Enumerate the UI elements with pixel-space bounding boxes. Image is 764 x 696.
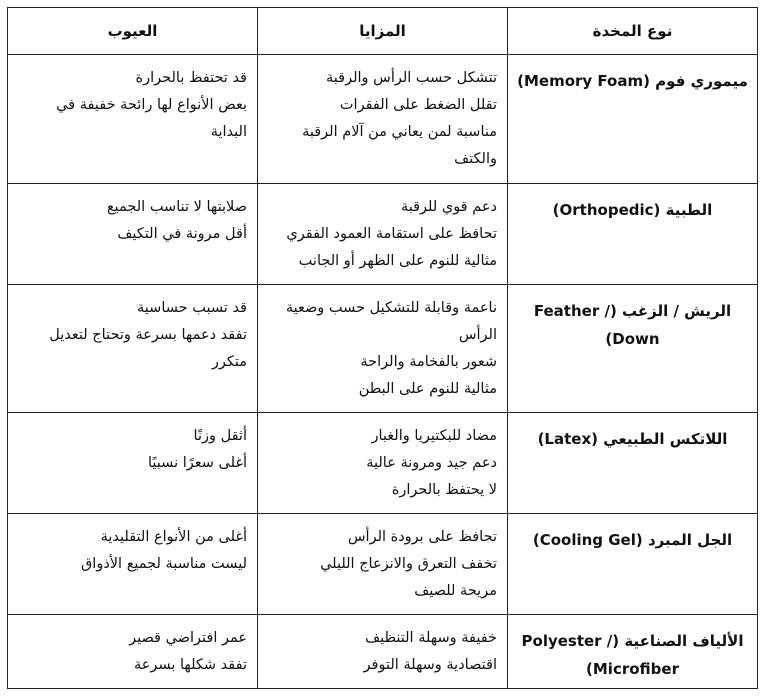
pros-cell: [258, 184, 508, 285]
con-item: قد تسبب حساسية: [137, 300, 247, 316]
pillow-type: اللاتكس الطبيعي (Latex): [508, 413, 758, 514]
pillow-type: الطبية (Orthopedic): [508, 184, 758, 285]
cons-cell: [8, 413, 258, 514]
con-item: تفقد دعمها بسرعة وتحتاج لتعديل متكرر: [49, 327, 247, 370]
pillow-comparison-table: [7, 7, 758, 689]
pro-item: دعم قوي للرقبة: [400, 199, 497, 215]
con-item: ليست مناسبة لجميع الأذواق: [81, 556, 247, 572]
pro-item: ناعمة وقابلة للتشكيل حسب وضعية الرأس: [285, 300, 497, 343]
pros-cell: [258, 55, 508, 184]
pros-cell: [258, 285, 508, 413]
table-row: [8, 615, 758, 689]
pro-item: مثالية للنوم على البطن: [358, 381, 497, 397]
table-body: [8, 55, 758, 689]
pro-item: خفيفة وسهلة التنظيف: [365, 630, 497, 646]
con-item: تفقد شكلها بسرعة: [134, 657, 247, 673]
pro-item: مناسبة لمن يعاني من آلام الرقبة والكتف: [302, 124, 497, 167]
header-row: [8, 8, 758, 55]
pro-item: تخفف التعرق والانزعاج الليلي: [320, 556, 497, 572]
pro-item: تتشكل حسب الرأس والرقبة: [325, 70, 497, 86]
cons-cell: [8, 55, 258, 184]
con-item: أغلى سعرًا نسبيًا: [147, 455, 247, 471]
pro-item: تحافظ على استقامة العمود الفقري: [286, 226, 497, 242]
table-row: [8, 413, 758, 514]
pro-item: مضاد للبكتيريا والغبار: [371, 428, 497, 444]
table-row: [8, 285, 758, 413]
con-item: بعض الأنواع لها رائحة خفيفة في البداية: [56, 97, 247, 140]
pillow-type: ميموري فوم (Memory Foam): [508, 55, 758, 184]
header-type: نوع المخدة: [508, 8, 758, 55]
table-row: [8, 184, 758, 285]
pros-cell: [258, 413, 508, 514]
con-item: قد تحتفظ بالحرارة: [135, 70, 247, 86]
cons-cell: [8, 184, 258, 285]
pro-item: تحافظ على برودة الرأس: [347, 529, 497, 545]
pro-item: تقلل الضغط على الفقرات: [339, 97, 497, 113]
pro-item: لا يحتفظ بالحرارة: [391, 482, 497, 498]
pro-item: دعم جيد ومرونة عالية: [366, 455, 497, 471]
pro-item: مثالية للنوم على الظهر أو الجانب: [298, 253, 497, 269]
pillow-type: الجل المبرد (Cooling Gel): [508, 514, 758, 615]
pro-item: اقتصادية وسهلة التوفر: [363, 657, 497, 673]
pillow-type: الألياف الصناعية (Polyester / Microfiber): [508, 615, 758, 689]
pros-cell: [258, 514, 508, 615]
con-item: أقل مرونة في التكيف: [117, 226, 247, 242]
cons-cell: [8, 615, 258, 689]
cons-cell: [8, 514, 258, 615]
header-pros: المزايا: [258, 8, 508, 55]
pro-item: مريحة للصيف: [414, 583, 497, 599]
table-row: [8, 55, 758, 184]
pillow-type: الريش / الزغب (Feather / Down): [508, 285, 758, 413]
pros-cell: [258, 615, 508, 689]
cons-cell: [8, 285, 258, 413]
con-item: صلابتها لا تناسب الجميع: [106, 199, 247, 215]
con-item: عمر افتراضي قصير: [129, 630, 247, 646]
pro-item: شعور بالفخامة والراحة: [360, 354, 497, 370]
header-cons: العيوب: [8, 8, 258, 55]
con-item: أغلى من الأنواع التقليدية: [100, 529, 247, 545]
table-row: [8, 514, 758, 615]
con-item: أثقل وزنًا: [193, 428, 247, 444]
